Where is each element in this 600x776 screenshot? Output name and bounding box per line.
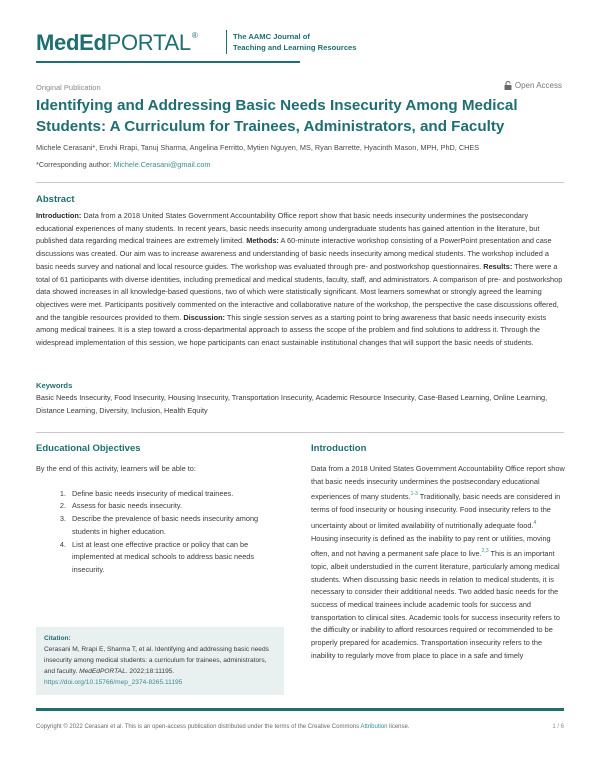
- license-link[interactable]: Attribution: [360, 724, 388, 730]
- list-item: 2. Assess for basic needs insecurity.: [68, 500, 284, 513]
- abstract-heading: Abstract: [36, 194, 75, 205]
- page-number: 1 / 6: [552, 724, 564, 730]
- citation-box: [36, 627, 284, 695]
- journal-header: [36, 28, 357, 64]
- citation-label: Citation:: [44, 635, 71, 642]
- open-access-badge: Open Access: [504, 81, 562, 90]
- copyright-notice: Copyright © 2022 Cerasani et al. This is an open-access publication distributed under the terms of the Creative Commons Attribution license.: [36, 724, 410, 730]
- objectives-heading: Educational Objectives: [36, 443, 141, 454]
- right-column: [311, 443, 565, 663]
- section-divider: [36, 182, 564, 183]
- journal-tagline: The AAMC Journal of Teaching and Learning Resources: [233, 32, 357, 52]
- keywords-list: Basic Needs Insecurity, Food Insecurity, Housing Insecurity, Transportation Insecurity, Academic Resource Insecurity, Case-Based Learning, Online Learning, Distance Learning, Diversity, Inclusion, Health Equity: [36, 393, 548, 415]
- publication-type: Original Publication: [36, 83, 101, 92]
- journal-logo[interactable]: MedEdPORTAL®: [36, 30, 198, 55]
- footer-divider: [36, 708, 564, 711]
- logo-divider: [226, 30, 227, 54]
- doi-link[interactable]: https://doi.org/10.15766/mep_2374-8265.11195: [44, 679, 183, 686]
- section-divider: [36, 432, 564, 433]
- list-item: 4. List at least one effective practice or policy that can be implemented at medical schools to address basic needs insecurity.: [68, 539, 284, 577]
- introduction-body: Data from a 2018 United States Government Accountability Office report show that basic needs insecurity undermines the postsecondary educational experiences of many students.$^{1-3}$ Traditionally, basic needs are considered in terms of food insecurity or housing insecurity. Food insecurity refers to the uncertainty about or limited availability of nutritionally adequate food.$^4$ Housing insecurity is defined as the inability to pay rent or utilities, moving often, and not having a permanent safe place to live.$^{2,3}$ This is an important topic, albeit understudied in the current literature, particularly among medical students. When discussing basic needs in relation to medical students, it is necessary to consider their additional needs. Two added basic needs for the success of medical trainees include academic tools for success and transportation to clinical sites. Academic tools for success insecurity refers to the difficulty or inability to afford resources required or recommended to be properly prepared for academics. Transportation insecurity refers to the inability to regularly move from place to place in a safe and timely: [311, 464, 565, 660]
- corresponding-author: *Corresponding author: Michele.Cerasani@gmail.com: [36, 160, 211, 169]
- reference-link[interactable]: 1-3: [410, 491, 418, 498]
- objectives-lead: By the end of this activity, learners will be able to:: [36, 464, 196, 473]
- reference-link[interactable]: 2,3: [481, 548, 489, 555]
- keywords-heading: Keywords: [36, 381, 73, 390]
- introduction-heading: Introduction: [311, 443, 367, 454]
- article-title: Identifying and Addressing Basic Needs Insecurity Among Medical Students: A Curriculum for Trainees, Administrators, and Faculty: [36, 97, 518, 135]
- objectives-list: [36, 488, 284, 577]
- corresponding-email-link[interactable]: Michele.Cerasani@gmail.com: [113, 160, 211, 169]
- left-column: [36, 443, 284, 577]
- abstract-body: Introduction: Data from a 2018 United States Government Accountability Office report show that basic needs insecurity undermines the postsecondary educational experiences of many students. In recent years, basic needs insecurity among undergraduate students has gained attention in the literature, but published data regarding medical trainees are extremely limited. Methods: A 60-minute interactive workshop consisting of a PowerPoint presentation and case discussions was created. Our aim was to increase awareness and understanding of basic needs insecurity among medical students. The workshop included a basic needs survey and national and local resource guides. The workshop was evaluated through pre- and postworkshop questionnaires. Results: There were a total of 61 participants with diverse identities, including premedical and medical students, faculty, staff, and administrators. A comparison of pre- and postworkshop data showed increases in all knowledge-based questions, two of which were statistically significant. Most learners somewhat or strongly agreed the learning objectives were met. Participants positively commented on the interactive and collaborative nature of the workshop, the perspective the case discussions offered, and the tangible resources provided to them. Discussion: This single session serves as a starting point to bring awareness that basic needs insecurity exists among medical trainees. It is a step toward a cross-departmental approach to assess the scope of the problem and find solutions to address it. Through the widespread implementation of this session, we hope participants can enact sustainable institutional changes that will support the basic needs of students.: [36, 211, 563, 348]
- reference-link[interactable]: 4: [533, 519, 537, 526]
- header-divider: [36, 61, 300, 63]
- author-list: Michele Cerasani*, Enxhi Rrapi, Tanuj Sharma, Angelina Ferritto, Mytien Nguyen, MS, Ryan Barrette, Hyacinth Mason, MPH, PhD, CHES: [36, 143, 480, 152]
- citation-text: Cerasani M, Rrapi E, Sharma T, et al. Identifying and addressing basic needs insecurity among medical students: a curriculum for trainees, administrators, and faculty. MedEdPORTAL. 2022;18:11195.: [44, 646, 269, 675]
- lock-open-icon: [504, 81, 512, 90]
- list-item: 3. Describe the prevalence of basic needs insecurity among students in higher education.: [68, 513, 284, 538]
- list-item: 1. Define basic needs insecurity of medical trainees.: [68, 488, 284, 501]
